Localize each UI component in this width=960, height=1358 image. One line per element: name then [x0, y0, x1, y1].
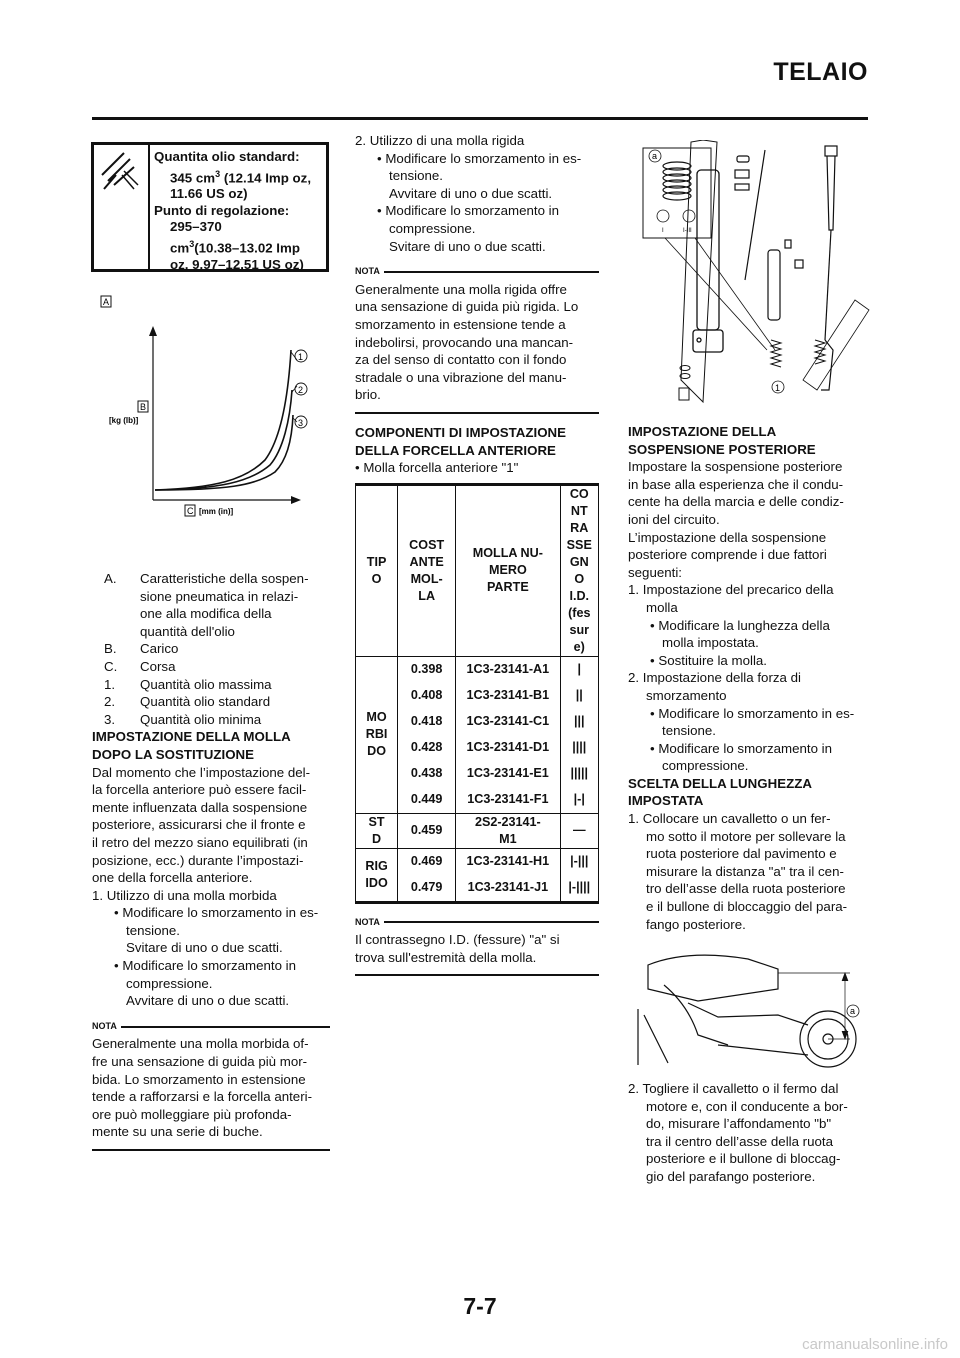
text-line: Dal momento che l’impostazione del-: [92, 764, 311, 780]
list-item: compressione.: [126, 975, 213, 991]
x-unit: [mm (in)]: [199, 507, 234, 516]
legend-item: [92, 658, 330, 676]
part-cell: 1C3-23141-B1: [456, 683, 560, 709]
part-cell: 2S2-23141- M1: [456, 813, 560, 848]
text-line: posteriore e il bullone di bloccag-: [646, 1151, 841, 1167]
text-line: mente su una serie di buche.: [92, 1124, 263, 1140]
rate-cell: 0.408: [398, 683, 456, 709]
legend-key: 2.: [104, 694, 116, 710]
section-heading: IMPOSTAZIONE DELLA MOLLA: [92, 729, 291, 745]
text-line: la forcella anteriore può essere facil-: [92, 782, 307, 798]
text-line: il retro del mezzo siano equilibrati (in: [92, 834, 308, 850]
legend-key: B.: [104, 641, 117, 657]
spec-line: 295–370: [170, 219, 222, 235]
header-cell: CO NT RA SSE GN O I.D. (fes sur e): [560, 484, 598, 656]
mark-cell: |: [560, 656, 598, 683]
page-title: TELAIO: [773, 58, 868, 86]
text-line: ioni del circuito.: [628, 511, 720, 527]
text-line: posteriore comprende i due fattori: [628, 547, 827, 563]
legend-key: A.: [104, 571, 117, 586]
graph-label-c: C: [187, 506, 194, 516]
mark-cell: |||||: [560, 761, 598, 787]
note-text: [92, 1035, 330, 1141]
callout-a: a: [850, 1006, 856, 1016]
note-text: [355, 281, 599, 404]
middle-column: [355, 132, 599, 976]
legend-key: 1.: [104, 676, 116, 692]
table-row: [356, 813, 599, 848]
part-cell: 1C3-23141-C1: [456, 709, 560, 735]
list-item: Avvitare di uno o due scatti.: [126, 993, 290, 1009]
legend-value: Quantità olio standard: [140, 694, 271, 710]
legend-item: [92, 640, 330, 658]
note-text: [355, 931, 599, 966]
text-line: misurare la distanza "a" tra il cen-: [646, 863, 844, 879]
spec-line: Punto di regolazione:: [154, 202, 290, 218]
graph-legend: [92, 570, 330, 728]
table-row: [356, 848, 599, 875]
list-item: tensione.: [126, 922, 180, 938]
header-cell: MOLLA NU- MERO PARTE: [456, 484, 560, 656]
legend-key: 3.: [104, 711, 116, 727]
curve-3: [155, 415, 293, 490]
text-line: do, misurare l’affondamento "b": [646, 1116, 832, 1132]
note-header: [92, 1018, 330, 1036]
outer-tube-frame: [681, 140, 717, 402]
page-number: 7-7: [463, 1293, 497, 1319]
part-cell: 1C3-23141-F1: [456, 787, 560, 814]
leader-2: [292, 386, 297, 392]
mark-cell: |-|||: [560, 848, 598, 875]
left-column: [92, 570, 330, 1151]
section-heading: IMPOSTAZIONE DELLA: [628, 424, 777, 439]
fork-exploded-view: [625, 140, 875, 415]
section-heading: SCELTA DELLA LUNGHEZZA: [628, 775, 812, 791]
text-line: posizione, ecc.) durante l’impostazi-: [92, 852, 304, 868]
list-item: smorzamento: [646, 687, 727, 703]
text-line: Impostare la sospensione posteriore: [628, 459, 843, 475]
group-cell: RIG IDO: [356, 848, 398, 902]
group-cell: MO RBI DO: [356, 656, 398, 813]
spec-box: [91, 142, 329, 272]
legend-value: Corsa: [140, 658, 176, 674]
y-arrow: [149, 326, 157, 336]
table-row: [356, 656, 599, 683]
text-line: L’impostazione della sospensione: [628, 529, 827, 545]
group-cell: ST D: [356, 813, 398, 848]
mark-cell: |||: [560, 709, 598, 735]
note-end-rule: [355, 974, 599, 976]
spring-table: [355, 483, 599, 904]
text-line: ruota posteriore dal pavimento e: [646, 846, 837, 862]
mark-cell: |-|: [560, 787, 598, 814]
list-item: Svitare di uno o due scatti.: [389, 238, 546, 254]
list-item: compressione.: [662, 758, 749, 774]
legend-item: [92, 711, 330, 729]
callout-3: 3: [298, 418, 304, 428]
text-line: fango posteriore.: [646, 916, 746, 932]
paragraph: [628, 529, 872, 582]
part-cell: 1C3-23141-E1: [456, 761, 560, 787]
section-heading: COMPONENTI DI IMPOSTAZIONE: [355, 424, 567, 440]
list-item: [628, 810, 872, 933]
list-item: Svitare di uno o due scatti.: [126, 940, 283, 956]
legend-key: C.: [104, 658, 118, 674]
callout-2: 2: [298, 385, 304, 395]
rate-cell: 0.459: [398, 813, 456, 848]
list-item: • Modificare lo smorzamento in: [650, 740, 833, 756]
rate-cell: 0.398: [398, 656, 456, 683]
text-line: posteriore, assicurarsi che il fronte e: [92, 817, 306, 833]
text-line: Generalmente una molla morbida of-: [92, 1036, 309, 1052]
callout-1: 1: [775, 383, 781, 393]
text-line: ore può molleggiare più profonda-: [92, 1106, 292, 1122]
text-line: trova sull'estremità della molla.: [355, 949, 537, 965]
paragraph: [92, 764, 330, 887]
spring-main: [771, 340, 825, 367]
spec-line: cm: [170, 240, 190, 256]
section-heading: DOPO LA SOSTITUZIONE: [92, 746, 255, 762]
text-line: one della forcella anteriore.: [92, 870, 253, 886]
header-cell: TIP O: [356, 484, 398, 656]
note-label: NOTA: [92, 1020, 117, 1031]
text-line: gio del parafango posteriore.: [646, 1168, 816, 1184]
text-line: 1. Collocare un cavalletto o un fer-: [628, 811, 831, 827]
legend-value: Quantità olio minima: [140, 711, 262, 727]
part-cell: 1C3-23141-H1: [456, 848, 560, 875]
list-item: • Modificare lo smorzamento in: [377, 203, 560, 219]
text-line: seguenti:: [628, 564, 682, 580]
part-cell: 1C3-23141-A1: [456, 656, 560, 683]
note-label: NOTA: [355, 266, 380, 277]
mark-i: I: [662, 228, 664, 234]
note-header: [355, 263, 599, 281]
text-line: bida. Lo smorzamento in estensione: [92, 1071, 306, 1087]
text-line: tende a rafforzarsi e la forcella anteri-: [92, 1089, 313, 1105]
note-header: [355, 914, 599, 932]
list-item: • Modificare lo smorzamento in es-: [377, 150, 582, 166]
text-line: tra il centro dell’asse della ruota: [646, 1133, 833, 1149]
list-item: 1. Utilizzo di una molla morbida: [92, 887, 277, 903]
wrench-icon: [94, 145, 150, 269]
text-line: indebolirsi, provocando una mancan-: [355, 334, 574, 350]
graph-label-a: A: [103, 297, 110, 307]
part-cell: 1C3-23141-D1: [456, 735, 560, 761]
note-end-rule: [355, 412, 599, 414]
mark-cell: ||||: [560, 735, 598, 761]
mark-cell: |-||||: [560, 875, 598, 903]
outer-tube: [693, 170, 723, 352]
spec-line: 345 cm: [170, 169, 216, 185]
list-item: 2. Utilizzo di una molla rigida: [355, 133, 525, 148]
text-line: Generalmente una molla rigida offre: [355, 281, 567, 297]
legend-item: [92, 676, 330, 694]
list-item: 1. Impostazione del precarico della: [628, 582, 834, 598]
spring-detail: [663, 162, 691, 200]
text-line: stradale o una vibrazione del manu-: [355, 369, 567, 385]
spec-line: (10.38–13.02 Imp: [194, 240, 300, 256]
list-item: • Molla forcella anteriore "1": [355, 460, 519, 476]
section-heading: IMPOSTATA: [628, 793, 704, 809]
text-line: in base alla esperienza che il condu-: [628, 476, 844, 492]
list-item: • Modificare la lunghezza della: [650, 617, 830, 633]
legend-value: Quantità olio massima: [140, 676, 272, 692]
list-item: Avvitare di uno o due scatti.: [389, 185, 553, 201]
spec-sup: 3: [215, 168, 221, 179]
rate-cell: 0.428: [398, 735, 456, 761]
rate-cell: 0.479: [398, 875, 456, 903]
rate-cell: 0.438: [398, 761, 456, 787]
part-cell: 1C3-23141-J1: [456, 875, 560, 903]
mark-cell: ||: [560, 683, 598, 709]
rate-cell: 0.449: [398, 787, 456, 814]
spec-line: (12.14 Imp oz,: [220, 169, 312, 185]
list-item: molla: [646, 599, 678, 615]
list-item: • Sostituire la molla.: [650, 652, 767, 668]
curve-1: [155, 350, 291, 490]
list-item: • Modificare lo smorzamento in: [114, 958, 297, 974]
list-item: tensione.: [389, 168, 443, 184]
leader-line: [665, 238, 767, 350]
legend-item: [92, 693, 330, 711]
callout-1: 1: [298, 352, 304, 362]
legend-item: [92, 570, 330, 640]
x-arrow: [291, 496, 301, 504]
fork-parts: [735, 146, 869, 390]
small-parts: [679, 366, 690, 401]
text-line: motore e, con il conducente a bor-: [646, 1098, 848, 1114]
rate-cell: 0.469: [398, 848, 456, 875]
oil-level-graph: [95, 290, 335, 525]
right-column-lower: [628, 1080, 872, 1186]
text-line: mo sotto il motore per sollevare la: [646, 828, 846, 844]
list-item: tensione.: [662, 723, 716, 739]
spec-line: 11.66 US oz): [170, 186, 248, 202]
text-line: za del senso di contatto con il fondo: [355, 352, 567, 368]
watermark: carmanualsonline.info: [802, 1336, 948, 1353]
spec-line: Quantita olio standard:: [154, 149, 300, 164]
header-rule: [92, 117, 868, 120]
text-line: cente ha della marcia e delle condiz-: [628, 494, 844, 510]
mark-circle: [683, 210, 695, 222]
spec-line: oz, 9.97–12.51 US oz): [170, 256, 304, 272]
text-line: Il contrassegno I.D. (fessure) "a" si: [355, 932, 560, 948]
text-line: brio.: [355, 387, 381, 403]
callout-a: a: [652, 151, 658, 161]
spec-sup: 3: [189, 238, 195, 249]
list-item: • Modificare lo smorzamento in es-: [650, 705, 855, 721]
list-item: • Modificare lo smorzamento in es-: [114, 905, 319, 921]
header-cell: COST ANTE MOL- LA: [398, 484, 456, 656]
mark-iiii: I-III: [683, 228, 692, 234]
note-label: NOTA: [355, 916, 380, 927]
text-line: mente influenzata dalla sospensione: [92, 799, 308, 815]
text-line: tro dell’asse della ruota posteriore: [646, 881, 846, 897]
y-unit: [kg (lb)]: [109, 416, 139, 425]
section-heading: SOSPENSIONE POSTERIORE: [628, 441, 816, 457]
list-item: 2. Impostazione della forza di: [628, 670, 801, 686]
right-column: [628, 423, 872, 933]
graph-label-b: B: [140, 402, 147, 412]
text-line: 2. Togliere il cavalletto o il fermo dal: [628, 1081, 839, 1096]
list-item: compressione.: [389, 220, 476, 236]
text-line: e il bullone di bloccaggio del para-: [646, 899, 848, 915]
text-line: fre una sensazione di guida più mor-: [92, 1054, 308, 1070]
paragraph: [628, 458, 872, 528]
mark-circle: [657, 210, 669, 222]
table-header-row: [356, 484, 599, 656]
text-line: una sensazione di guida più rigida. Lo: [355, 299, 579, 315]
list-item: molla impostata.: [662, 635, 759, 651]
motorcycle-rear-view: [628, 945, 868, 1070]
legend-value: Caratteristiche della sospen-sione pneumatica in relazi-one alla modifica della quantità dell'olio: [140, 571, 309, 639]
mark-cell: —: [560, 813, 598, 848]
note-end-rule: [92, 1149, 330, 1151]
rate-cell: 0.418: [398, 709, 456, 735]
list-item: [628, 1080, 872, 1186]
legend-value: Carico: [140, 641, 179, 657]
section-heading: DELLA FORCELLA ANTERIORE: [355, 442, 556, 458]
text-line: smorzamento in estensione tende a: [355, 316, 566, 332]
